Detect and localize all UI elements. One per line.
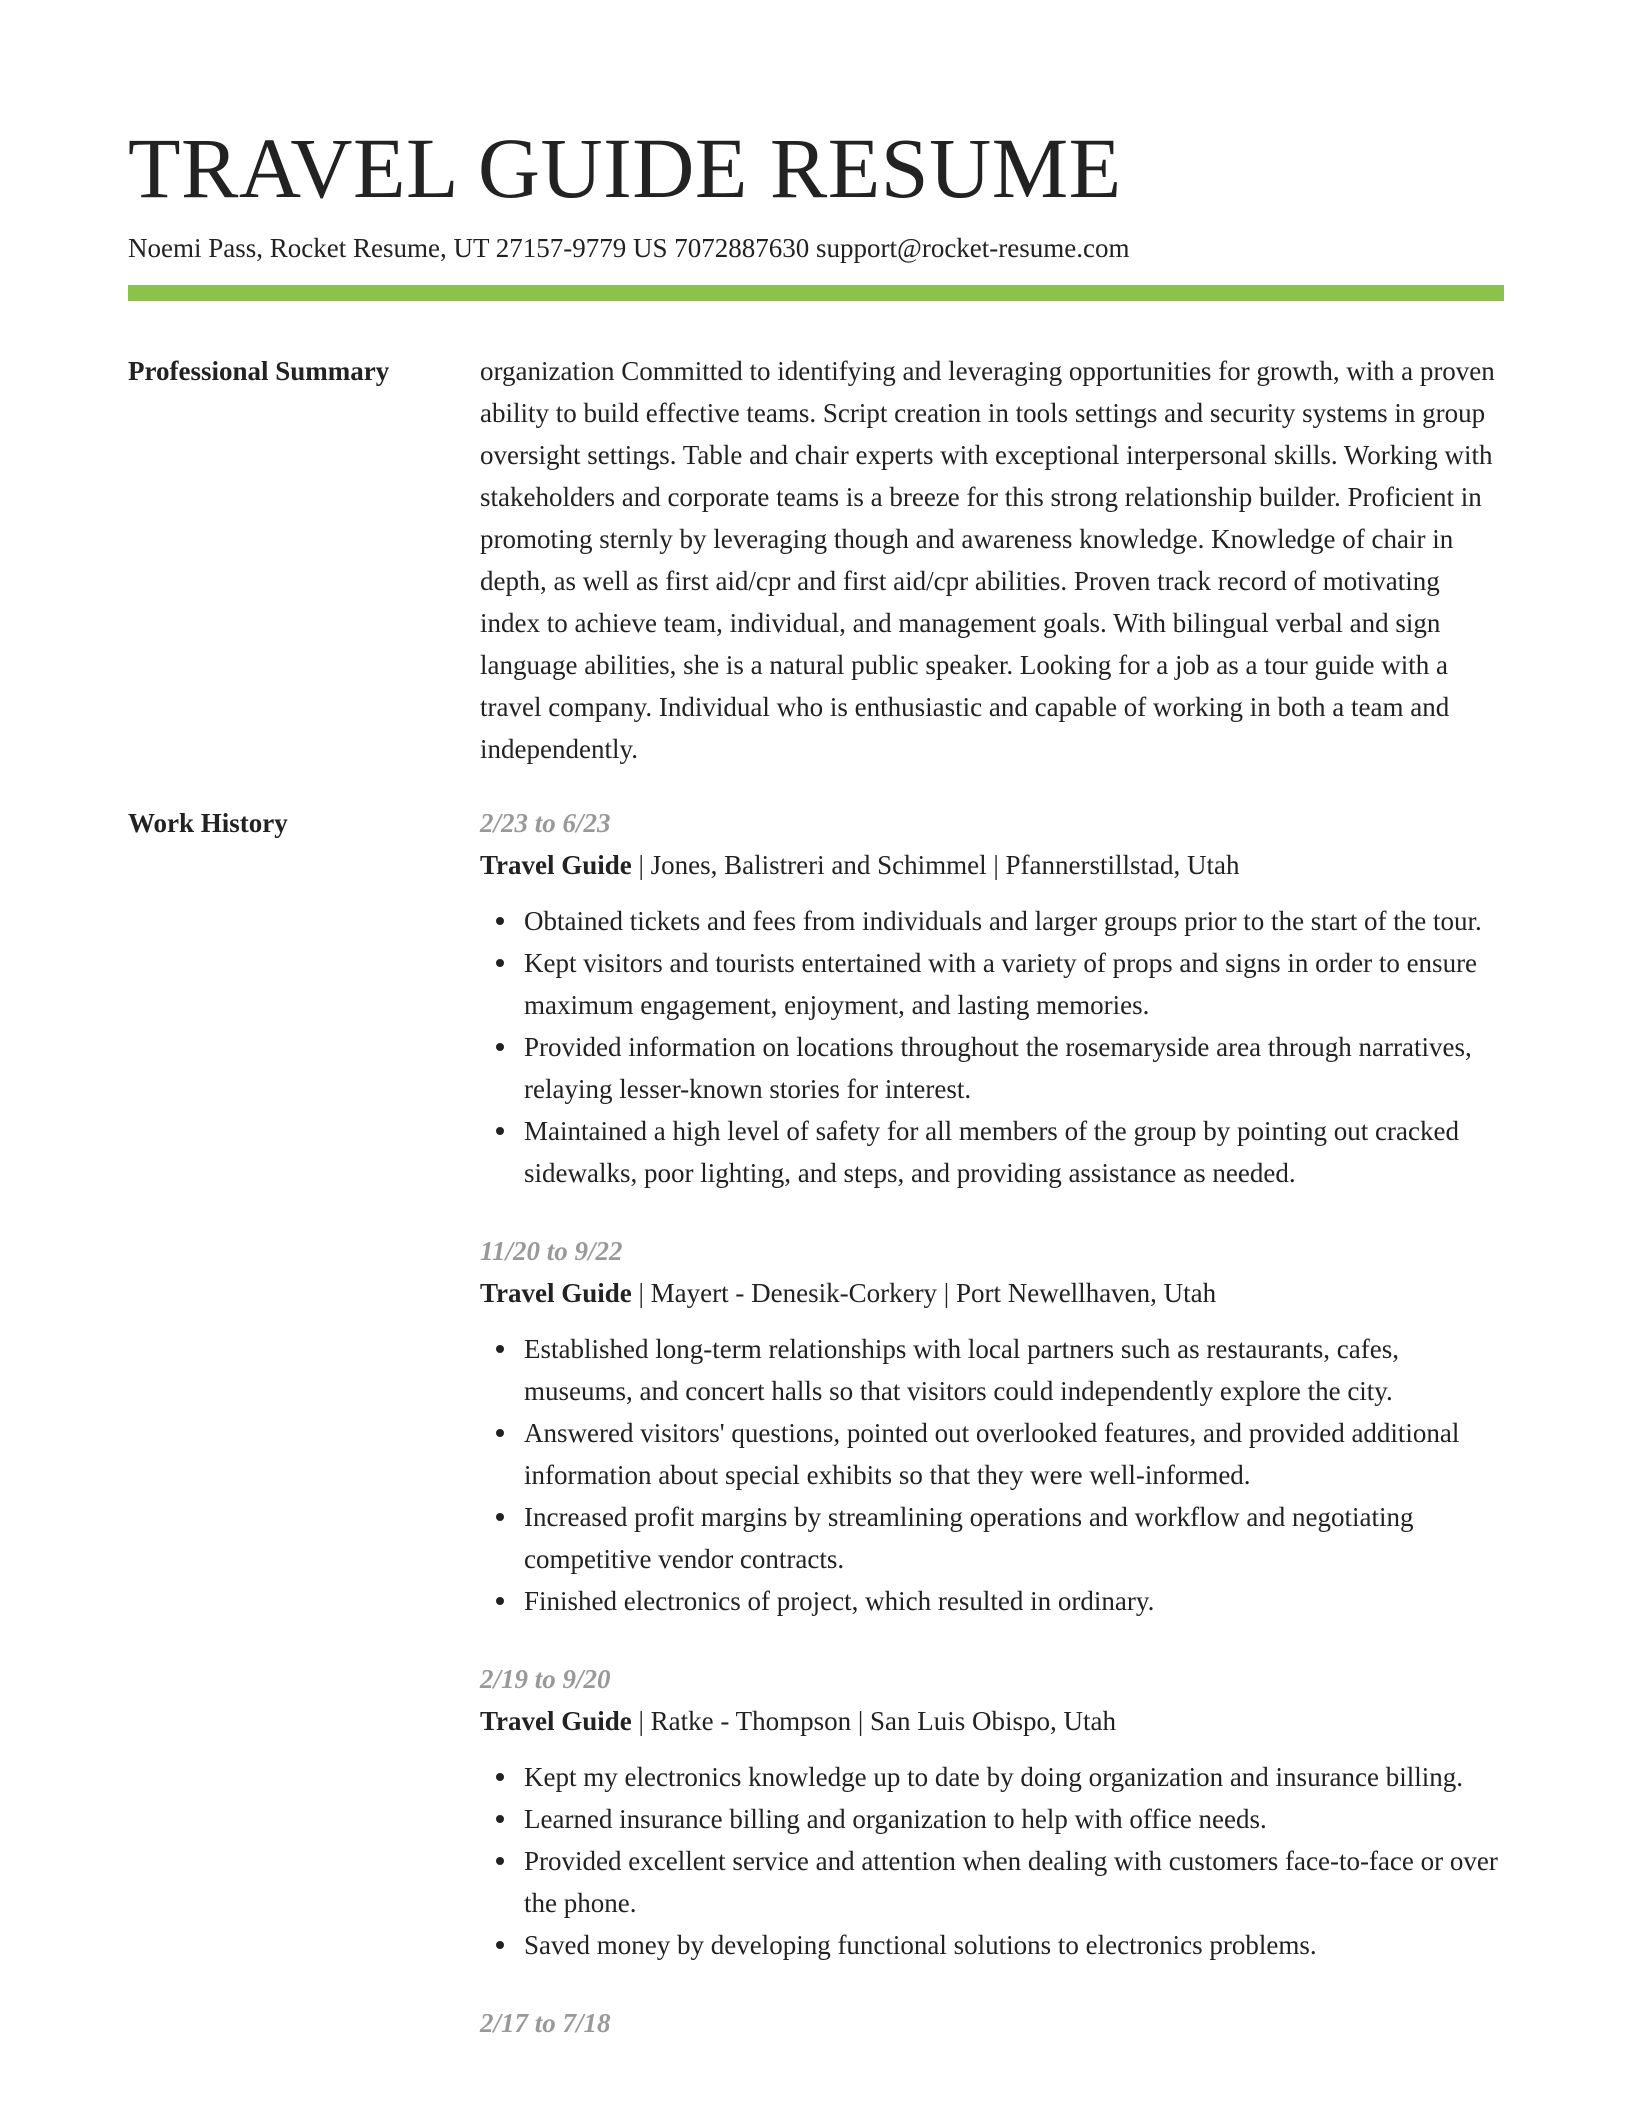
- job-details: | Mayert - Denesik-Corkery | Port Newellhaven, Utah: [631, 1278, 1217, 1308]
- summary-heading: Professional Summary: [128, 356, 390, 386]
- bullet-dot-icon: [496, 1941, 504, 1949]
- job-entry: [480, 2002, 1504, 2044]
- job-bullet: Provided information on locations throughout the rosemaryside area through narratives, relaying lesser-known stories for interest.: [524, 1026, 1504, 1110]
- job-title: Travel Guide: [480, 850, 632, 880]
- job-title: Travel Guide: [480, 1278, 632, 1308]
- job-bullet: Kept my electronics knowledge up to date by doing organization and insurance billing.: [524, 1756, 1504, 1798]
- bullet-dot-icon: [496, 1815, 504, 1823]
- job-heading: [480, 1700, 1504, 1742]
- job-dates: 11/20 to 9/22: [480, 1236, 623, 1266]
- job-heading: [480, 1272, 1504, 1314]
- summary-section: [128, 350, 1504, 770]
- summary-body: [480, 350, 1504, 770]
- job-details: | Jones, Balistreri and Schimmel | Pfannerstillstad, Utah: [631, 850, 1240, 880]
- job-dates: 2/17 to 7/18: [480, 2008, 611, 2038]
- bullet-dot-icon: [496, 1043, 504, 1051]
- job-bullets: [480, 900, 1504, 1194]
- job-bullet: Saved money by developing functional solutions to electronics problems.: [524, 1924, 1504, 1966]
- job-bullet: Provided excellent service and attention when dealing with customers face-to-face or over the phone.: [524, 1840, 1504, 1924]
- job-entry: [480, 802, 1504, 1194]
- bullet-dot-icon: [496, 1345, 504, 1353]
- contact-line: Noemi Pass, Rocket Resume, UT 27157-9779 US 7072887630 support@rocket-resume.com: [128, 233, 1130, 263]
- bullet-dot-icon: [496, 959, 504, 967]
- job-bullet: Established long-term relationships with local partners such as restaurants, cafes, museums, and concert halls so that visitors could independently explore the city.: [524, 1328, 1504, 1412]
- bullet-dot-icon: [496, 1597, 504, 1605]
- work-history-body: [480, 802, 1504, 2080]
- job-bullet: Answered visitors' questions, pointed out overlooked features, and provided additional information about special exhibits so that they were well-informed.: [524, 1412, 1504, 1496]
- job-bullet: Obtained tickets and fees from individuals and larger groups prior to the start of the tour.: [524, 900, 1504, 942]
- job-bullet: Learned insurance billing and organization to help with office needs.: [524, 1798, 1504, 1840]
- job-bullet: Finished electronics of project, which resulted in ordinary.: [524, 1580, 1504, 1622]
- job-bullet: Increased profit margins by streamlining operations and workflow and negotiating competitive vendor contracts.: [524, 1496, 1504, 1580]
- job-details: | Ratke - Thompson | San Luis Obispo, Utah: [631, 1706, 1117, 1736]
- job-dates: 2/19 to 9/20: [480, 1664, 611, 1694]
- bullet-dot-icon: [496, 1127, 504, 1135]
- job-bullet: Maintained a high level of safety for all members of the group by pointing out cracked sidewalks, poor lighting, and steps, and providing assistance as needed.: [524, 1110, 1504, 1194]
- header-divider: [128, 285, 1504, 301]
- job-bullets: [480, 1328, 1504, 1622]
- job-dates: 2/23 to 6/23: [480, 808, 611, 838]
- bullet-dot-icon: [496, 917, 504, 925]
- job-bullet: Kept visitors and tourists entertained with a variety of props and signs in order to ensure maximum engagement, enjoyment, and lasting memories.: [524, 942, 1504, 1026]
- bullet-dot-icon: [496, 1773, 504, 1781]
- job-entry: [480, 1658, 1504, 1966]
- summary-text: organization Committed to identifying and leveraging opportunities for growth, with a proven ability to build effective teams. Script creation in tools settings and security systems in group oversight settings. Table and chair experts with exceptional interpersonal skills. Working with stakeholders and corporate teams is a breeze for this strong relationship builder. Proficient in promoting sternly by leveraging though and awareness knowledge. Knowledge of chair in depth, as well as first aid/cpr and first aid/cpr abilities. Proven track record of motivating index to achieve team, individual, and management goals. With bilingual verbal and sign language abilities, she is a natural public speaker. Looking for a job as a tour guide with a travel company. Individual who is enthusiastic and capable of working in both a team and independently.: [480, 356, 1495, 764]
- resume-title: TRAVEL GUIDE RESUME: [128, 120, 1122, 216]
- job-title: Travel Guide: [480, 1706, 632, 1736]
- bullet-dot-icon: [496, 1513, 504, 1521]
- bullet-dot-icon: [496, 1429, 504, 1437]
- bullet-dot-icon: [496, 1857, 504, 1865]
- job-entry: [480, 1230, 1504, 1622]
- job-heading: [480, 844, 1504, 886]
- work-history-heading: Work History: [128, 808, 288, 838]
- job-bullets: [480, 1756, 1504, 1966]
